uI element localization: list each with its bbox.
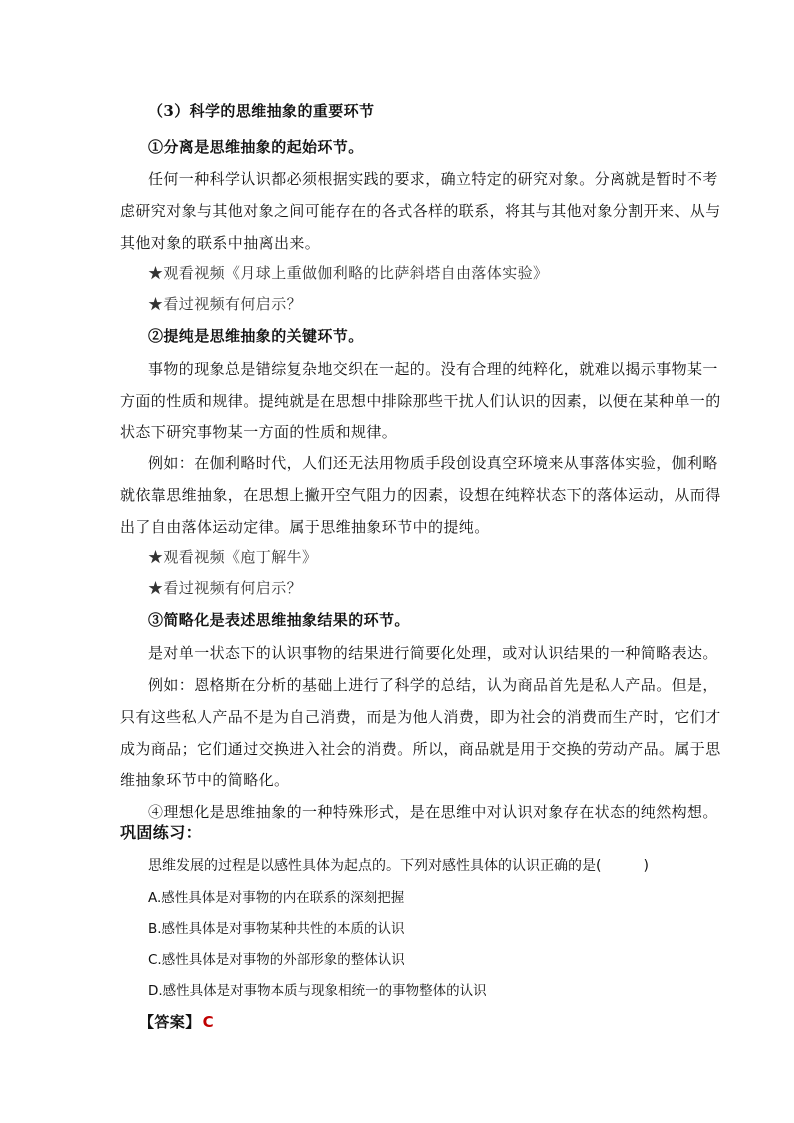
option-a: A.感性具体是对事物的内在联系的深刻把握 (148, 890, 405, 906)
video1-question: ★看过视频有何启示？ (148, 295, 303, 313)
step2-title: ②提纯是思维抽象的关键环节。 (148, 327, 364, 345)
step3-example-line: 例如：恩格斯在分析的基础上进行了科学的总结，认为商品首先是私人产品。但是， (148, 676, 718, 694)
step2-body-line: 事物的现象总是错综复杂地交织在一起的。没有合理的纯粹化，就难以揭示事物某一 (148, 360, 718, 378)
question-text: 思维发展的过程是以感性具体为起点的。下列对感性具体的认识正确的是( ) (148, 858, 649, 874)
step3-example-line: 维抽象环节中的简略化。 (120, 771, 290, 789)
option-c: C.感性具体是对事物的外部形象的整体认识 (148, 952, 405, 968)
video2-question: ★看过视频有何启示？ (148, 579, 303, 597)
step3-example-line: 只有这些私人产品不是为自己消费，而是为他人消费，即为社会的消费而生产时，它们才 (120, 708, 721, 726)
video2-watch: ★观看视频《庖丁解牛》 (148, 548, 318, 566)
answer-label: 【答案】 (139, 1013, 201, 1031)
step1-body-line: 任何一种科学认识都必须根据实践的要求，确立特定的研究对象。分离就是暂时不考 (148, 170, 718, 188)
video1-watch: ★观看视频《月球上重做伽利略的比萨斜塔自由落体实验》 (148, 264, 549, 282)
step3-title: ③简略化是表述思维抽象结果的环节。 (148, 611, 410, 629)
option-d: D.感性具体是对事物本质与现象相统一的事物整体的认识 (148, 983, 487, 999)
step1-body-line: 虑研究对象与其他对象之间可能存在的各式各样的联系，将其与其他对象分割开来、从与 (120, 202, 721, 220)
step2-example-line: 就依靠思维抽象，在思想上撇开空气阻力的因素，设想在纯粹状态下的落体运动，从而得 (120, 486, 721, 504)
step2-example-line: 出了自由落体运动定律。属于思维抽象环节中的提纯。 (120, 518, 490, 536)
step4-text: ④理想化是思维抽象的一种特殊形式，是在思维中对认识对象存在状态的纯然构想。 (148, 803, 718, 821)
option-b: B.感性具体是对事物某种共性的本质的认识 (148, 921, 405, 937)
step1-body-line: 其他对象的联系中抽离出来。 (120, 234, 321, 252)
step3-example-line: 成为商品；它们通过交换进入社会的消费。所以，商品就是用于交换的劳动产品。属于思 (120, 740, 721, 758)
step3-body: 是对单一状态下的认识事物的结果进行简要化处理，或对认识结果的一种简略表达。 (148, 644, 718, 662)
answer-value: C (202, 1013, 214, 1031)
section-heading: （3）科学的思维抽象的重要环节 (148, 102, 375, 120)
answer-line (139, 1012, 214, 1032)
step2-example-line: 例如：在伽利略时代，人们还无法用物质手段创设真空环境来从事落体实验，伽利略 (148, 454, 718, 472)
step2-body-line: 状态下研究事物某一方面的性质和规律。 (120, 423, 398, 441)
practice-title: 巩固练习： (120, 823, 203, 842)
step2-body-line: 方面的性质和规律。提纯就是在思想中排除那些干扰人们认识的因素，以便在某种单一的 (120, 392, 721, 410)
step1-title: ①分离是思维抽象的起始环节。 (148, 138, 364, 156)
